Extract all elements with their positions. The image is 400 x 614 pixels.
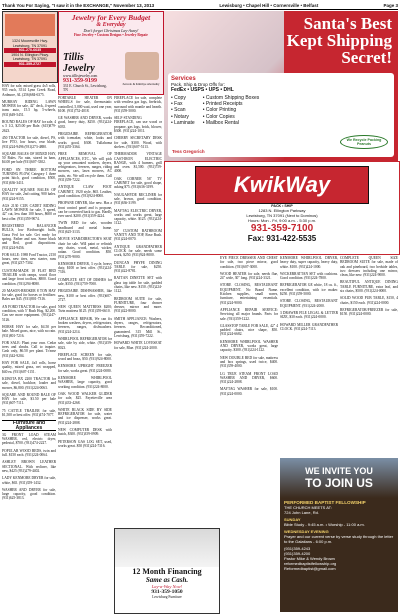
financing-title: 12 Month Financing — [132, 567, 202, 576]
service-item: • Copy — [171, 95, 186, 101]
classified-ad: APPLIANCE REPAIR SERVICE: Servicing all major brands. Parts for sale. (931)359-1222. — [220, 307, 278, 321]
jewelry-web: www.tillisjewelry.com — [63, 74, 98, 78]
classified-ad: AGS 2130 CUB CADET RIDING LAWN MOWER for sale, 5 speed, 42" cut, less than 100 hours, $600 or best offer. (931)359-9074. — [2, 203, 56, 221]
classified-ad: 3G FRONT LOAD STEAM WASHER, red, electric dryer, pedestal, $700. (931)474-2227. — [2, 432, 56, 446]
classifieds-column-3 — [114, 96, 162, 526]
classified-ad: STORE CLOSING, RESTAURANT EQUIPMENT. No Brand Name. Kitchen supplies, small wares, furniture, entertaining essentials. (931)224-9000. — [220, 283, 278, 305]
header-left: Thank You For Saying, "I saw it in the EXCHANGE," November 13, 2013 — [2, 2, 155, 8]
classified-ad: 50" CUSTOM BATHROOM VANITY AND TOP, Rose Bush. (931)224-0070. — [114, 228, 162, 242]
classified-ad: HAY for sale, mixed grass 4x5 rolls, 935 each, 3514 Lynn Creek Road, Ardmore, AL (256)684-6375. — [2, 84, 56, 97]
kwikway-holiday-ad — [164, 11, 398, 161]
classified-ad: MAYTAG ELECTRIC DRYER, works and works great, large capacity, white. $125. (931)224-1122. — [114, 208, 162, 226]
furniture-phone: 931-359-1050 — [151, 589, 183, 595]
classified-ad: SMITH APPLIANCE: Washers, dryers, ranges, refrigerators, freezers. Reconditioned, guaranteed. 315 Mill St., Lewisburg. (931)359-7222. — [114, 316, 162, 338]
classified-ad: GE WASHER AND DRYER, works good, heavy duty, $250. (931)224-6035. — [58, 116, 112, 129]
classified-ad: SOLID WOOD PUB TABLE, $150, 4 chairs, $150 each. (931)224-0000. — [340, 296, 398, 305]
service-item: • Scan — [171, 107, 186, 114]
classified-ad: CHERRY SECRETARY DESK for sale, $300. Wood, with shelves. (931)607-5113. — [114, 136, 162, 149]
classified-ad: 450 TRACTOR for sale, diesel, PS, live PTO, low hours, rear blade, (931)224-9496 (931)273-4880. — [2, 135, 56, 149]
kwikway-address-1: 1283 N. Ellington Parkway — [258, 208, 306, 213]
church-ad — [280, 458, 398, 612]
ad-line: Lewisburg, TN 37091 — [12, 57, 48, 62]
church-wednesday-label: WEDNESDAY EVENING — [284, 529, 329, 534]
services-panel — [168, 73, 394, 157]
classified-ad: KUBOTA BX 2200 TRACTOR for sale, diesel, backhoe, loader and mower, $6,800. (931)224-0063. — [2, 376, 56, 390]
santa-title-2: Kept Shipping — [286, 31, 392, 50]
kwikway-phone: 931-359-7100 — [250, 223, 314, 234]
classified-ad: FRIGIDAIRE DISHWASHER, like new, $100 or best offer. (931)607-2727. — [58, 289, 112, 302]
classified-ad: WICKERRATTAN SET with cushions. Good condition. (931)224-7800. — [280, 271, 338, 281]
classified-ad: OAK WOOD WALKER GLIDER for sale, $25. Fayetteville area (931)433-4268. — [58, 391, 112, 405]
classified-ad: NEW QUEEN MATTRESS $200; Twin mattress $125. (931)359-6610. — [58, 305, 112, 314]
kwikway-sub: PACK • SHIP — [271, 204, 293, 208]
service-item: • Printed Receipts — [202, 101, 243, 108]
classifieds-column-6 — [340, 256, 398, 456]
classified-ad: SQUARE AND ROUND BALE OF HAY for sale, $3.50 per bale (931)607-7111. — [2, 392, 56, 406]
service-item: • Color Printing — [202, 107, 237, 114]
classified-ad: FIREPLACE SCREEN for sale, wood and brass, $50. (931)924-8000. — [58, 352, 112, 362]
classified-ad: PORTABLE HEATER ON WHEELS for sale, thermostatic controlled, 5,000 watt, used one year, $100. (931)752-4018. — [58, 96, 112, 113]
page-header — [2, 1, 398, 10]
carriers-line: FedEx • USPS • UPS • DHL — [171, 87, 234, 93]
classified-ad: 3 DRAWER FILE LEGAL & LETTER SIZE, $30 each. (931)224-0000. — [280, 310, 338, 320]
page-number: Page 3 — [383, 2, 398, 8]
header-right: Lewisburg • Chapel Hill • Cornersville • Belfast — [219, 2, 319, 8]
classified-ad: KENMORE WHIRLPOOL DRYER, heavy duty, super capacity, heavy duty, white. $100. (931)224-1000. — [280, 256, 338, 269]
classified-ad: EYE PIECE DRESSER AND CHEST for sale, two piece mirror, good condition. (931)607-3000. — [220, 256, 278, 269]
service-item: • Color Copies — [202, 113, 235, 120]
church-sub: TO JOIN US — [305, 476, 373, 490]
kwikway-name: KwikWay — [233, 172, 331, 197]
classified-ad: 20 MASON-BROKER 8 TON HAY for sale, good for horses or fertilizer. Bales are $45. (931)801-7316. — [2, 288, 56, 302]
classified-ad: KENMORE UPRIGHT FREEZER for sale, works great. (931)224-0080. — [58, 364, 112, 373]
church-email: Reformedbaptist@gmail.com — [284, 566, 336, 571]
classified-ad: ROUND BALES OF HAY for sale, 4 x 5 1/2, $25.00 per Bale. (615)879-2623. — [2, 120, 56, 133]
classified-ad: FOR SALE: Plant your own. Cedar trees and shrubs. Call to inquire. Cash only, $6.50 per plant. Tr/ease (931)342-9204. — [2, 340, 56, 358]
classified-ad: TWIN BED for sale, wooden headboard and metal frame. (931)625-3133. — [58, 221, 112, 235]
church-meets-label: THE CHURCH MEETS AT: — [284, 505, 332, 510]
classified-ad: PETERSON GAS LOG SET, used, works great. $50 (931)224-7316. — [58, 439, 112, 448]
classified-ad: FREE REMOVAL OF APPLIANCES, ETC., We will pick up your unwanted washers, dryers, refrigerators, freezers, ranges, riding mowers, cars, lawn mowers, AC units, etc. We will recycle them. Call (931)359-7222. — [58, 152, 112, 183]
service-item: • Mailbox Rental — [202, 119, 239, 126]
jewelry-name: Tillis Jewelry — [63, 52, 95, 74]
classified-ad: LADY KENMORE DRYER for sale, white, $65. (931)359-1432. — [2, 476, 56, 485]
church-header — [280, 458, 398, 498]
classified-ad: HAY FOR SALE, 4x5 rolls, horse quality, mixed grass, net wrapped, $40 ea. (931)607-1151. — [2, 361, 56, 374]
classified-ad: PROPANE DRYER, like new. Has a front control panel and is propane, can be converted back to gas. Hardly ever used. $200. (931)359-4224. — [58, 201, 112, 219]
service-item: • Custom Shipping Boxes — [202, 95, 260, 101]
section-heading: Furniture and Appliances — [2, 420, 56, 431]
classified-ad: ANTIQUE GRANDFATHER CLOCK for sale, needs some work, $250. (931)924-8000. — [114, 244, 162, 258]
furniture-name: Lewisburg Furniture — [152, 595, 182, 599]
classified-ad: WHITE BLACK SIDE BY SIDE REFRIGERATOR for sale, water and ice dispenser, works great. (931)224-2808. — [58, 407, 112, 425]
classified-ad: NAUGAHYDE RECLINER for sale, brown, good condition. (931)636-3199. — [114, 192, 162, 206]
financing-sub: Same as Cash. — [145, 576, 189, 584]
classified-ad: ASHLEY BROWN LEATHER SECTIONAL. With recliner, like new, $425 (931)279-4402. — [2, 460, 56, 473]
classified-ad: SELF-STANDING FIREPLACE, can use wood or propane, gas logs, brick, blower, $300. (931)224-1011. — [114, 116, 162, 134]
classified-ad: BEAUTIFUL ANTIQUE DINING TABLE FURNITURE, extra leaf, and six chairs, $500. (931)224-0000. — [340, 280, 398, 294]
kwikway-info-ad — [164, 161, 400, 255]
church-phone-2: (931)359-4200 — [284, 551, 311, 556]
church-wednesday-detail: Prayer and our current verse by verse study through the letter to the Galatians - 6:00 p.m. — [284, 534, 394, 544]
jewelry-tagline: Don't forget Christmas Lay-Away! — [83, 28, 139, 33]
classified-ad: WHIRLPOOL REFRIGERATOR for sale, side by side, white. (931)359-8023. — [58, 336, 112, 350]
classified-ad: SQUARE BALES OF MIXED HAY, 50 Bales. No rain, stored in barn, $4.00 per bale (931)607-3302. — [2, 151, 56, 165]
church-sunday-times: Bible Study - 9:45 a.m. • Worship - 11:00 a.m. — [284, 522, 365, 527]
classified-ad: NEW COMPUTER DESK with hutch, $300. (931)359-0909. — [58, 428, 112, 437]
church-phone: (931)359-4243 — [284, 546, 311, 551]
mattress-photo — [115, 529, 219, 567]
kwikway-hours: Hours: Mon - Fri, 9:00 a.m. - 5:30 p.m. — [247, 218, 317, 223]
layaway-note: Lay-a-Way Now! — [151, 584, 183, 589]
classified-ad: REFRIGERATOR GE white, 18 cu. ft., excellent condition, with ice maker. $250. (931)359-5000. — [280, 283, 338, 297]
classified-ad: FRIGIDAIRE REFRIGERATOR with icemaker, white, looks and works good, $300. Tullahoma (931)455-3364. — [58, 132, 112, 149]
service-item: • Notary — [171, 113, 189, 120]
jewelry-owners: Zerredo & Kimmye Abernathy — [122, 82, 160, 86]
ad-line: Lewisburg, TN 37091 — [12, 43, 48, 48]
classified-ad: HOWARD MILLER GRANDFATHER CLOCK. (931)224-7113. — [280, 322, 338, 331]
classified-ad: ANTIQUE CLAW FOOT CABINET, 1920 style, $65. Leather, good condition. (931)924-8000. — [58, 185, 112, 198]
classified-ad: WASHER AND DRYER for sale, large capacity, good condition. (931)625-3813. — [2, 487, 56, 501]
classified-ad: LG TRUE STEAM FRONT LOAD WASHER AND DRYER, $600. (931)224-2808. — [220, 371, 278, 385]
santa-title-1: Santa's Best — [303, 14, 392, 33]
kwikway-logo — [195, 166, 369, 204]
classified-ad: DUNCAN PHYFE DINING TABLE for sale, $250. (931)422-8781. — [114, 260, 162, 274]
kwikway-fax: Fax: 931-422-5535 — [247, 234, 317, 243]
classifieds-column-2 — [58, 96, 112, 612]
jewelry-services: Fine Jewelry • Custom Designs • Jewelry Repair — [74, 33, 148, 37]
classified-ad: BEDROOM SUITE for sale, FURNITURE, four drawer dresser, mirror and more. (931)422-8000. — [114, 296, 162, 314]
classified-ad: COMPLETE SET OF DISHES for sale, $350. (931)759-7000. — [58, 277, 112, 286]
service-item: • Laminate — [171, 119, 195, 126]
services-label: Services — [171, 76, 196, 82]
service-item: • Fax — [171, 101, 183, 108]
classified-ad: AN FORD TRACTOR for sale, good condition, with 5' Bush Hog, $2,200. Can see more equipment. (931)247-5126. — [2, 304, 56, 322]
pack-ship-line: Pack, Ship & Drop Offs for: — [171, 82, 225, 87]
ad-phone: 931-270-6635 — [4, 48, 56, 53]
jewelry-title: Jewelry for Every Budget — [71, 13, 151, 22]
ad-line: 1904 N. Ellington Pkwy. — [11, 52, 49, 57]
kwikway-address-2: Lewisburg, TN 37091 (Next to Dominos) — [246, 213, 318, 218]
jewelry-ad — [58, 11, 164, 95]
farm-store-ad — [2, 11, 58, 83]
classifieds-column-5 — [280, 256, 338, 456]
classified-ad: FOR SALE: 1988 Ford Tractor, 2150 hours, new tires, new starter, runs great, (931)237-7302. — [2, 252, 56, 266]
classifieds-column-4 — [220, 256, 278, 612]
jewelry-sub: & Everyday — [96, 22, 126, 28]
classified-ad: POPULAR WOOD BEDS, twin and full. $150 each. (931)224-0064. — [2, 448, 56, 458]
classified-ad: FORD 8N THREE BOTTOM TURNING PLOW, Category 1 three point hitch, good condition, $500, (931)636-3411. — [2, 167, 56, 185]
classified-ad: QUALITY SQUARE BALES OF HAY for sale, 2nd cutting, 900 bales. (931)224-9155. — [2, 187, 56, 201]
jewelry-address: 331 E. Church St., Lewisburg, TN — [63, 84, 107, 92]
church-address: 724 John Lane, Rd. — [284, 510, 319, 515]
classified-ad: KENMORE DRYER, 3 cycle, heavy duty, $100 or best offer. (931)224-7316. — [58, 261, 112, 275]
classified-ad: RATTAN DINETTE SET with glass top table for sale, padded chairs, like new. $150. (931)224-1122. — [114, 276, 162, 294]
classified-ad: COMPLETE QUEEN SIZE BEDROOM SUITE for sale, made of oak and pineboard, two bedside tables, two dressers including one mirror, clean, like new. (931)224-9000. — [340, 256, 398, 278]
church-name: PERFORMED BAPTIST FELLOWSHIP — [284, 500, 366, 505]
classifieds-column-1 — [2, 84, 56, 612]
owner-name: Tess Gregorich — [172, 149, 205, 154]
classified-ad: KENMORE WHIRLPOOL WASHER AND DRYER, works great, large capacity. $300. (931)224-1122. — [220, 339, 278, 353]
classified-ad: HOWARD WHITE LOVESEAT for sale, Blue. (931)224-2000. — [114, 341, 162, 350]
jewelry-phone: 931-359-9199 — [63, 78, 97, 84]
classified-ad: 75 CATTLE TRAILER for sale, $1,500 or best offer. (931)474-7077. — [2, 408, 56, 417]
classified-ad: OAK CORNER 56" TV CABINET for sale, good shape, asking $75. (931)636-3199. — [114, 176, 162, 190]
classified-ad: GLASSTOP TABLE FOR SALE, 42" 4 padded chairs, nice shape, $50. (931)224-6682. — [220, 323, 278, 337]
church-title: WE INVITE YOU — [305, 466, 373, 476]
church-website: reformedbaptistfellowship.org — [284, 561, 337, 566]
classified-ad: CUSTOM-MADE 18 FLAT BED TRAILER with ramps, wood floor and large front toolbox, $800. Good condition. (931)294-8080. — [2, 268, 56, 286]
recycle-badge: We Recycle Packing Peanuts — [340, 135, 388, 149]
classified-ad: KENMORE WHIRLPOOL WASHER, large capacity, good working condition. (931)224-8000. — [58, 376, 112, 389]
classified-ad: REFRIGERATOR/FREEZER for sale, $150. (931)224-0000. — [340, 307, 398, 317]
classified-ad: WOOD HEATER for sale, needs flue, 24" wide, 30" long. (931)224-3321. — [220, 271, 278, 281]
classified-ad: HORSE HAY for sale, $4.50 per bale. Mixed grass, nice, with no rain. (931)801-7216. — [2, 324, 56, 338]
church-sunday-label: SUNDAY — [284, 517, 301, 522]
classified-ad: APPLIANCE REPAIR, We can fix broken washers, dryers, refrigerators, freezers, ranges, dishwashers. (931)224-2214. — [58, 316, 112, 334]
owners-photo — [125, 52, 159, 80]
classified-ad: REGISTERED BALANCER BULLS, low Birthweight bulls, Grass Fed for sale. Get ready for spring. Father and son. Some black and Red, good dispositions. (931)224-9456. — [2, 224, 56, 250]
ad-line: 1324 Mooresville Hwy. — [12, 39, 48, 43]
classified-ad: THERMADOR VINTAGE CAST-IRON ELECTRIC RANGE, with 4 burners, grill and oven. $1,500. (931)759-4000. — [114, 152, 162, 174]
classified-ad: MOVIE STAR/DIRECTOR'S SEAT chair for sale. Will paint or refinish any chairs, wood, metal, wicker, rattan. Good condition. $50. (931)270-9000. — [58, 237, 112, 259]
farm-store-photo — [5, 14, 55, 36]
furniture-financing-ad — [114, 528, 220, 614]
classified-ad: STORE CLOSING, RESTAURANT EQUIPMENT. (931)224-2000. — [280, 299, 338, 308]
classified-ad: FIREPLACE for sale, complete with ventless gas logs, firebrick, surround with mantle and hearth. (931)359-5000. — [114, 96, 162, 113]
santa-title-3: Secret! — [341, 48, 392, 67]
classified-ad: NEW DOUBLE BED for sale, mattress and box springs, used twice, $400. (931)359-4000. — [220, 355, 278, 369]
classified-ad: MAYTAG WASHER for sale, $100. (931)224-0000. — [220, 387, 278, 396]
church-pastor: Pastor Mike & Wendy Brown — [284, 556, 335, 561]
ad-phone: 931-359-2727 — [4, 62, 56, 67]
classified-ad: MURRAY RIDING LAWN MOWER for sale, 42" deck, 4-speed trans auto, 15.5 hp, 5-wheels, (931)649-5451. — [2, 99, 56, 117]
